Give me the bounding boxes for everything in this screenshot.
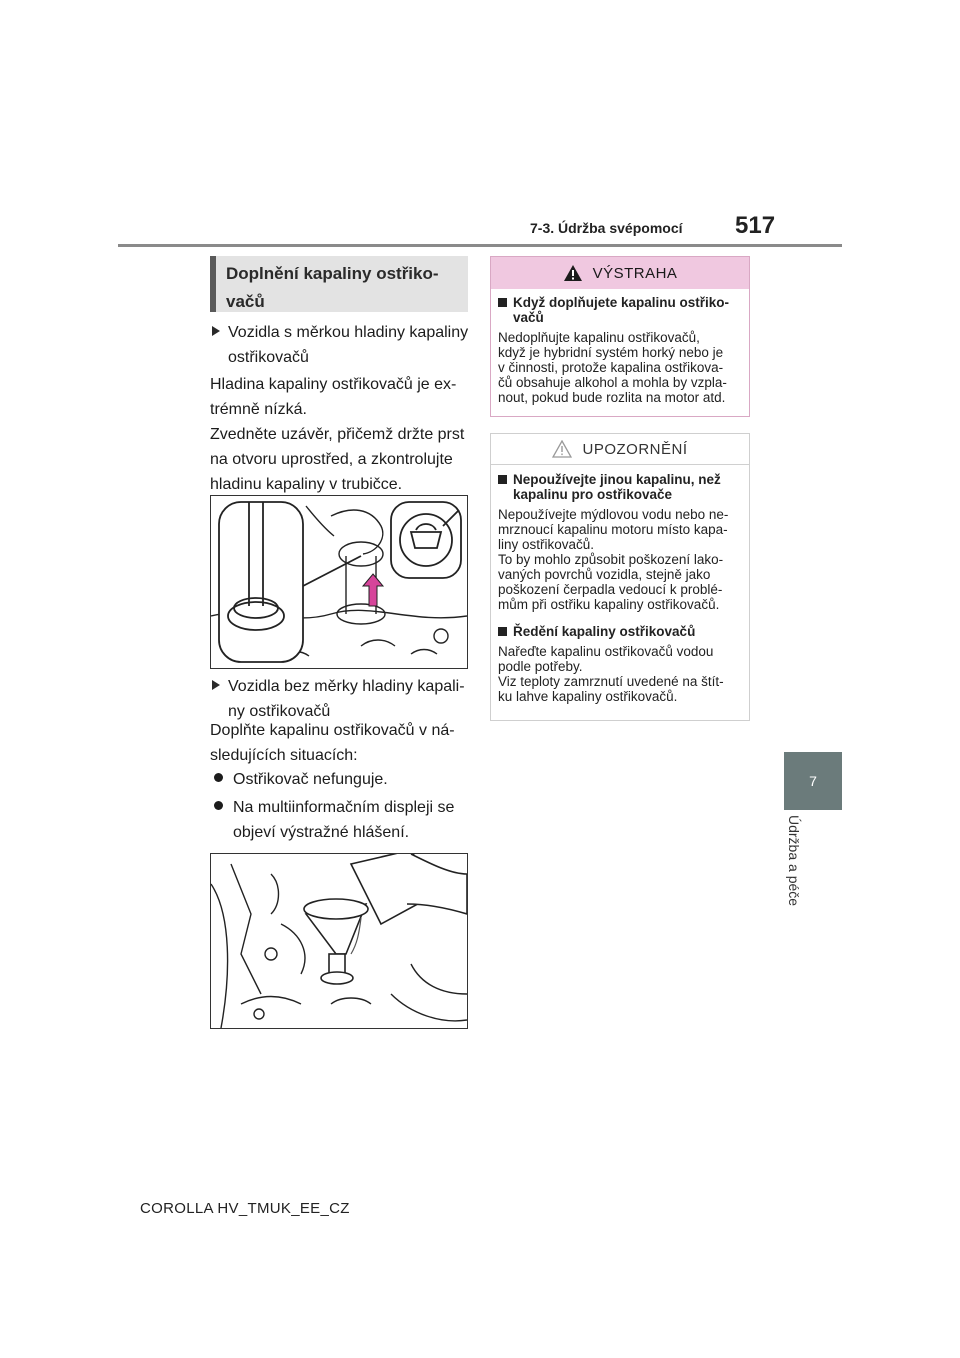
notice-text <box>498 507 742 612</box>
illustration-gauge-check <box>210 495 468 669</box>
bullet-item <box>214 795 474 845</box>
bullet-triangle-icon <box>212 326 220 336</box>
notice-text <box>498 644 742 704</box>
notice-box-header <box>491 434 749 465</box>
notice-line: liny ostřikovačů. <box>498 537 595 552</box>
paragraph-line: sledujících situacích: <box>210 747 358 764</box>
square-bullet-icon <box>498 475 507 484</box>
notice-line: vaných povrchů vozidla, stejně jako <box>498 567 711 582</box>
warning-box <box>490 256 750 417</box>
paragraph <box>210 718 470 768</box>
warning-body <box>491 289 749 411</box>
notice-title: UPOZORNĚNÍ <box>582 440 688 458</box>
bullet-dot-icon <box>214 773 223 782</box>
document-footer: COROLLA HV_TMUK_EE_CZ <box>140 1200 350 1217</box>
warning-box-header <box>491 257 749 289</box>
paragraph-line: Zvedněte uzávěr, přičemž držte prst <box>210 426 465 443</box>
warning-text <box>498 330 742 405</box>
bullet-dot-icon <box>214 801 223 810</box>
paragraph-line: Doplňte kapalinu ostřikovačů v ná- <box>210 722 455 739</box>
subheading-line: Vozidla s měrkou hladiny kapaliny <box>228 324 469 341</box>
warning-heading <box>498 295 742 325</box>
warning-line: nout, pokud bude rozlita na motor atd. <box>498 390 726 405</box>
bullet-item <box>214 767 474 792</box>
bullet-text: objeví výstražné hlášení. <box>233 824 410 841</box>
paragraph-line: Hladina kapaliny ostřikovačů je ex- <box>210 376 457 393</box>
warning-line: Nedoplňujte kapalinu ostřikovačů, <box>498 330 700 345</box>
square-bullet-icon <box>498 298 507 307</box>
warning-title: VÝSTRAHA <box>592 264 678 282</box>
subheading-with-gauge <box>212 320 472 370</box>
notice-box <box>490 433 750 721</box>
notice-line: To by mohlo způsobit poškození lako- <box>498 552 724 567</box>
chapter-number: 7 <box>809 773 817 789</box>
section-heading-line: Doplnění kapaliny ostřiko- <box>226 264 439 283</box>
notice-body <box>491 465 749 710</box>
paragraph-line: trémně nízká. <box>210 401 307 418</box>
notice-line: mrznoucí kapalinu motoru místo kapa- <box>498 522 728 537</box>
page-number: 517 <box>735 212 776 239</box>
notice-line: Viz teploty zamrznutí uvedené na štít- <box>498 674 724 689</box>
section-heading <box>210 256 468 312</box>
notice-heading <box>498 472 742 502</box>
section-heading-line: vačů <box>226 292 265 311</box>
notice-line: poškození čerpadla vedoucí k problé- <box>498 582 723 597</box>
notice-line: mům při ostřiku kapaliny ostřikovačů. <box>498 597 720 612</box>
header-rule <box>118 244 842 247</box>
bullet-text: Ostřikovač nefunguje. <box>233 771 388 788</box>
warning-heading-line: vačů <box>513 310 544 325</box>
chapter-label-container <box>786 815 812 925</box>
chapter-label: Údržba a péče <box>786 815 802 907</box>
paragraph <box>210 422 470 497</box>
warning-line: v činnosti, protože kapalina ostřikova- <box>498 360 724 375</box>
notice-line: Nařeďte kapalinu ostřikovačů vodou <box>498 644 714 659</box>
notice-triangle-icon <box>552 440 572 458</box>
paragraph-line: hladinu kapaliny v trubičce. <box>210 476 403 493</box>
notice-heading-line: Nepoužívejte jinou kapalinu, než <box>513 472 721 487</box>
refill-drawing <box>211 854 467 1028</box>
subheading-line: ny ostřikovačů <box>228 703 331 720</box>
warning-line: když je hybridní systém horký nebo je <box>498 345 724 360</box>
warning-line: čů obsahuje alkohol a mohla by vzpla- <box>498 375 727 390</box>
header-section-title: 7-3. Údržba svépomocí <box>530 220 683 236</box>
illustration-refill-funnel <box>210 853 468 1029</box>
notice-line: podle potřeby. <box>498 659 583 674</box>
paragraph-line: na otvoru uprostřed, a zkontrolujte <box>210 451 453 468</box>
chapter-tab <box>784 752 842 810</box>
subheading-line: ostřikovačů <box>228 349 309 366</box>
subheading-without-gauge <box>212 674 472 724</box>
subheading-line: Vozidla bez měrky hladiny kapali- <box>228 678 465 695</box>
notice-line: ku lahve kapaliny ostřikovačů. <box>498 689 678 704</box>
bullet-triangle-icon <box>212 680 220 690</box>
up-arrow-icon <box>363 574 383 606</box>
engine-cap-drawing <box>211 496 467 668</box>
bullet-text: Na multiinformačním displeji se <box>233 799 455 816</box>
warning-heading-line: Když doplňujete kapalinu ostřiko- <box>513 295 730 310</box>
paragraph <box>210 372 470 422</box>
warning-triangle-icon <box>563 264 583 282</box>
notice-line: Nepoužívejte mýdlovou vodu nebo ne- <box>498 507 729 522</box>
notice-heading-line: Ředění kapaliny ostřikovačů <box>513 624 696 639</box>
square-bullet-icon <box>498 627 507 636</box>
notice-heading <box>498 624 742 639</box>
notice-heading-line: kapalinu pro ostřikovače <box>513 487 673 502</box>
